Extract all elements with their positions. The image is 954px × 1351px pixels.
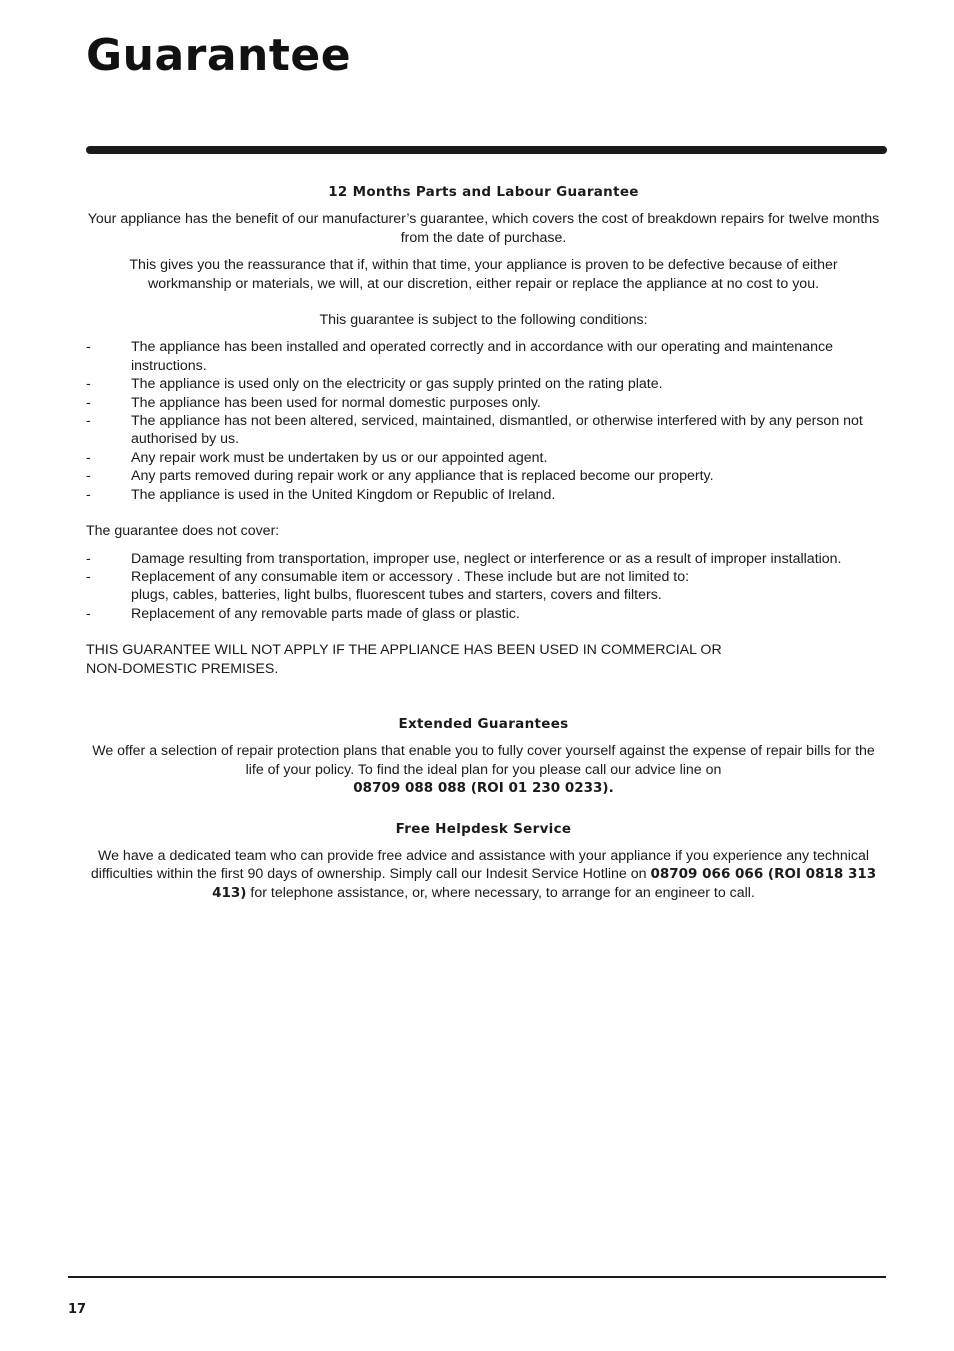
- exclusion-item: - Replacement of any removable parts made of glass or plastic.: [86, 605, 881, 623]
- condition-item: - Any repair work must be undertaken by us or our appointed agent.: [86, 449, 881, 467]
- parts-labour-para-1: Your appliance has the benefit of our manufacturer’s guarantee, which covers the cost of breakdown repairs for twelve months from the date of purchase.: [87, 211, 880, 246]
- page-title: Guarantee: [86, 30, 352, 81]
- exclusion-item: - Damage resulting from transportation, improper use, neglect or interference or as a result of improper installation.: [86, 550, 881, 568]
- condition-item: - Any parts removed during repair work or any appliance that is replaced become our property.: [86, 467, 881, 485]
- footer-divider: [68, 1276, 886, 1278]
- exclusion-item-examples: plugs, cables, batteries, light bulbs, fluorescent tubes and starters, covers and filters.: [131, 587, 662, 604]
- exclusion-item-text: Replacement of any consumable item or accessory . These include but are not limited to:: [131, 568, 690, 585]
- condition-item: - The appliance is used only on the electricity or gas supply printed on the rating plate.: [86, 375, 881, 393]
- extended-guarantees-text: We offer a selection of repair protection plans that enable you to fully cover yourself against the expense of repair bills for the life of your policy. To find the ideal plan for you please call our advice line on: [92, 743, 875, 778]
- exclusions-list: [86, 550, 881, 624]
- helpdesk-text-outro: for telephone assistance, or, where necessary, to arrange for an engineer to call.: [250, 884, 755, 901]
- conditions-intro: This guarantee is subject to the following conditions:: [319, 312, 648, 329]
- exclusion-item: [86, 568, 881, 605]
- helpdesk-text: [86, 847, 881, 902]
- commercial-notice-line-1: THIS GUARANTEE WILL NOT APPLY IF THE APPLIANCE HAS BEEN USED IN COMMERCIAL OR: [86, 642, 722, 659]
- helpdesk-phone: 08709 066 066 (ROI 0818 313 413): [212, 866, 877, 901]
- extended-guarantees-heading: Extended Guarantees: [398, 715, 569, 732]
- helpdesk-heading: Free Helpdesk Service: [395, 820, 572, 837]
- conditions-list: [86, 338, 881, 504]
- guarantee-content: [86, 183, 881, 911]
- helpdesk-text-intro: We have a dedicated team who can provide free advice and assistance with your appliance if you experience any technical difficulties within the first 90 days of ownership. Simply call our Indesit Service Hotline on: [90, 847, 870, 883]
- parts-labour-para-2: This gives you the reassurance that if, within that time, your appliance is proven to be defective because of either workmanship or materials, we will, at our discretion, either repair or replace the appliance at no cost to you.: [129, 257, 838, 292]
- parts-labour-heading: 12 Months Parts and Labour Guarantee: [328, 184, 639, 200]
- condition-item: - The appliance is used in the United Kingdom or Republic of Ireland.: [86, 486, 881, 504]
- condition-item: - The appliance has been installed and operated correctly and in accordance with our operating and maintenance instructions.: [86, 338, 881, 375]
- page-number: 17: [68, 1302, 87, 1317]
- commercial-use-notice: [86, 641, 881, 678]
- not-cover-intro: The guarantee does not cover:: [86, 523, 280, 540]
- extended-guarantees-phone: 08709 088 088 (ROI 01 230 0233).: [353, 780, 614, 797]
- commercial-notice-line-2: NON-DOMESTIC PREMISES.: [86, 660, 279, 677]
- title-divider: [86, 146, 887, 154]
- condition-item: - The appliance has been used for normal domestic purposes only.: [86, 394, 881, 412]
- condition-item: - The appliance has not been altered, serviced, maintained, dismantled, or otherwise interfered with by any person not authorised by us.: [86, 412, 881, 449]
